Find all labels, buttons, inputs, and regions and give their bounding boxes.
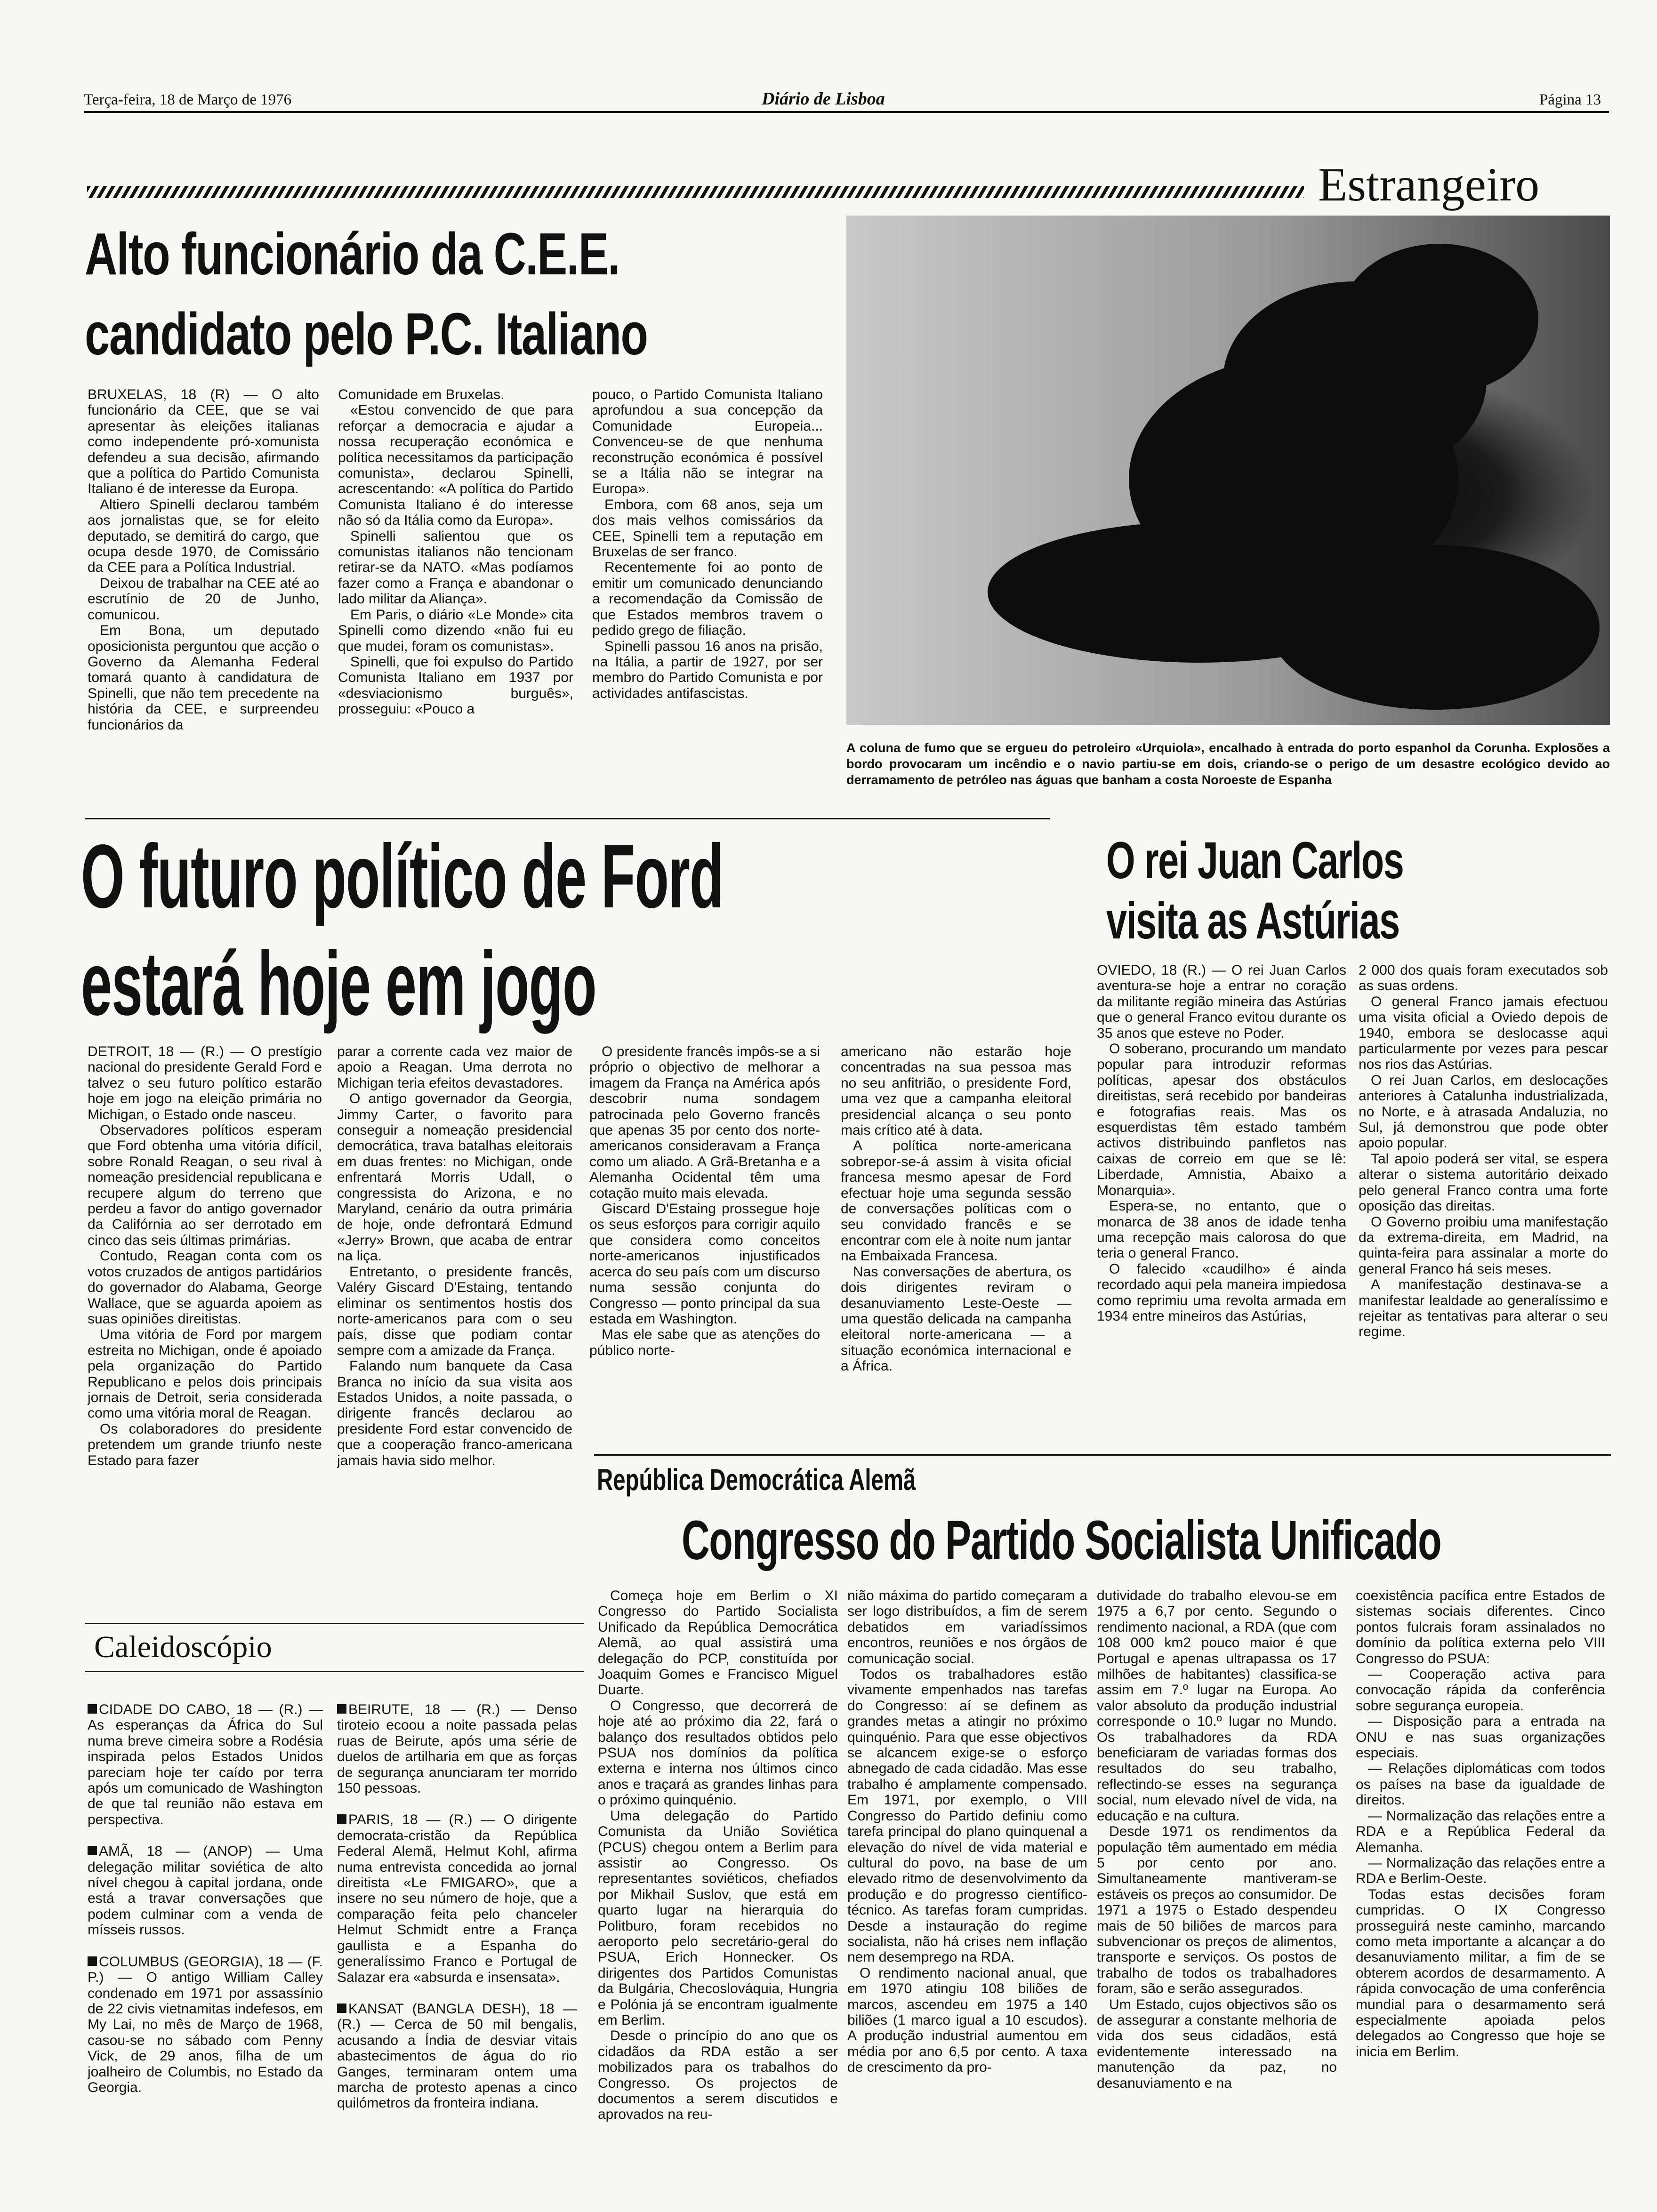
ford-paragraph: parar a corrente cada vez maior de apoio a Reagan. Uma derrota no Michigan teria efeitos devastadores.	[337, 1044, 572, 1091]
smoke-column-photo	[846, 216, 1610, 725]
cee-column-1	[88, 387, 319, 813]
page-number: Página 13	[1539, 91, 1601, 108]
rda-column-3	[1097, 1588, 1337, 2204]
rda-paragraph: O rendimento nacional anual, que em 1970 atingiu 108 biliões de marcos, ascendeu em 1975 a 140 biliões (1 marco igual a 10 escudos). A produção industrial aumentou em média por ano 6,5 por cento. A taxa de crescimento da pro-	[847, 1965, 1087, 2076]
rda-paragraph: O Congresso, que decorrerá de hoje até ao próximo dia 22, fará o balanço dos resultados obtidos pelo PSUA nos domínios da política externa e interna nos últimos cinco anos e traçará as grandes linhas para o próximo quinquénio.	[598, 1698, 838, 1808]
juan-carlos-paragraph: O soberano, procurando um mandato popular para introduzir reformas políticas, apesar dos obstáculos direitistas, será recebido por bandeiras e fotografias reais. Mas os esquerdistas têm estado também activos distribuindo panfletos nas caixas de correio em que se lê: Liberdade, Amnistia, Abaixo a Monarquia».	[1097, 1041, 1346, 1198]
brief-text: KANSAT (BANGLA DESH), 18 — (R.) — Cerca de 50 mil bengalis, acusando a Índia de desviar vitais abastecimentos de água do rio Ganges, terminaram ontem uma marcha de protesto apenas a cinco quilómetros da fronteira indiana.	[337, 2001, 577, 2111]
ford-paragraph: Observadores políticos esperam que Ford obtenha uma vitória difícil, sobre Ronald Reagan, o seu rival à nomeação presidencial republicana e recupere algum do terreno que perdeu a favor do antigo governador da Califórnia ao ser derrotado em cinco das seis últimas primárias.	[88, 1122, 322, 1248]
cee-paragraph: pouco, o Partido Comunista Italiano aprofundou a sua concepção da Comunidade Europeia... Convenceu-se de que nenhuma reconstrução económica é possível se a Itália não se integrar na Europa».	[592, 387, 823, 497]
ford-paragraph: Os colaboradores do presidente pretendem um grande triunfo neste Estado para fazer	[88, 1421, 322, 1468]
rda-column-1	[598, 1588, 838, 2204]
juan-carlos-paragraph: OVIEDO, 18 (R.) — O rei Juan Carlos aventura-se hoje a entrar no coração da militante região mineira das Astúrias que o general Franco evitou durante os 35 anos que esteve no Poder.	[1097, 962, 1346, 1041]
juan-carlos-column-2	[1359, 962, 1608, 1433]
juan-carlos-paragraph: O general Franco jamais efectuou uma visita oficial a Oviedo depois de 1940, embora se deslocasse aqui particularmente por vezes para pescar nos rios das Astúrias.	[1359, 994, 1608, 1073]
caleidoscopio-title-rule	[85, 1671, 584, 1672]
bullet-square-icon	[88, 1956, 97, 1966]
brief-item	[88, 1702, 323, 1827]
rda-kicker: República Democrática Alemã	[597, 1463, 916, 1497]
ford-column-1	[88, 1044, 322, 1604]
bullet-square-icon	[337, 1814, 346, 1824]
brief-text: BEIRUTE, 18 — (R.) — Denso tiroteio ecoou a noite passada pelas ruas de Beirute, após uma série de duelos de artilharia em que as forças de segurança anunciaram ter morrido 150 pessoas.	[337, 1702, 577, 1796]
cee-paragraph: Comunidade em Bruxelas.	[338, 387, 505, 402]
cee-paragraph: Em Bona, um deputado oposicionista perguntou que acção o Governo da Alemanha Federal tomará quanto à candidatura de Spinelli, que não tem precedente na história da CEE, e surpreendeu funcionários da	[88, 623, 319, 733]
ford-column-2	[337, 1044, 572, 1604]
masthead: Diário de Lisboa	[762, 89, 885, 109]
brief-text: CIDADE DO CABO, 18 — (R.) — As esperanças da África do Sul numa breve cimeira sobre a Rodésia inspirada pelos Estados Unidos pareciam hoje ter caído por terra após um comunicado de Washington de que tal reunião não estava em perspectiva.	[88, 1702, 323, 1827]
caleidoscopio-title: Caleidoscópio	[94, 1630, 272, 1664]
rda-paragraph: — Normalização das relações entre a RDA e Berlim-Oeste.	[1356, 1855, 1605, 1887]
ford-paragraph: Mas ele sabe que as atenções do público norte-	[589, 1327, 820, 1358]
juan-carlos-paragraph: O falecido «caudilho» é ainda recordado aqui pela maneira impiedosa como reprimiu uma revolta armada em 1934 entre mineiros das Astúrias,	[1097, 1261, 1346, 1324]
ford-column-4	[841, 1044, 1071, 1477]
rda-paragraph: Todas estas decisões foram cumpridas. O IX Congresso prosseguirá neste caminho, marcando como meta importante a alcançar a do desanuviamento militar, a fim de se obterem acordos de desarmamento. A rápida convocação de uma conferência mundial para o desarmamento será especialmente apoiada pelos delegados ao Congresso que hoje se inicia em Berlim.	[1356, 1886, 1605, 2060]
juan-carlos-headline-line1: O rei Juan Carlos	[1106, 832, 1404, 890]
cee-headline-line2: candidato pelo P.C. Italiano	[85, 301, 648, 367]
rda-headline: Congresso do Partido Socialista Unificado	[682, 1509, 1441, 1571]
brief-text: AMÃ, 18 — (ANOP) — Uma delegação militar soviética de alto nível chegou à capital jordana, onde está a travar conversações que podem culminar com a venda de mísseis russos.	[88, 1843, 323, 1938]
caleidoscopio-column-1	[88, 1702, 323, 2205]
bullet-square-icon	[337, 1704, 346, 1714]
rda-paragraph: Um Estado, cujos objectivos são os de assegurar a constante melhoria de vida dos seus cidadãos, está evidentemente interessado na manutenção da paz, no desanuviamento e na	[1097, 1996, 1337, 2091]
rda-paragraph: Desde 1971 os rendimentos da população têm aumentado em média 5 por cento por ano. Simultaneamente mantiveram-se estáveis os preços ao consumidor. De 1971 a 1975 o Estado despendeu mais de 50 biliões de marcos para subvencionar os preços de alimentos, transporte e serviços. Os postos de trabalho de todos os trabalhadores foram, são e serão assegurados.	[1097, 1824, 1337, 1997]
juan-carlos-paragraph: A manifestação destinava-se a manifestar lealdade ao generalíssimo e rejeitar as tentativas para alterar o seu regime.	[1359, 1277, 1608, 1340]
ford-column-3	[589, 1044, 820, 1477]
section-divider	[85, 818, 1050, 819]
juan-carlos-column-1	[1097, 962, 1346, 1433]
rda-paragraph: — Relações diplomáticas com todos os países na base da igualdade de direitos.	[1356, 1761, 1605, 1808]
ford-paragraph: O antigo governador da Georgia, Jimmy Carter, o favorito para conseguir a nomeação presidencial democrática, trava batalhas eleitorais em duas frentes: no Michigan, onde enfrentará Morris Udall, o congressista do Arizona, e no Maryland, cenário da outra primária de hoje, onde defrontará Edmund «Jerry» Brown, que acaba de entrar na liça.	[337, 1091, 572, 1264]
caleidoscopio-top-rule	[85, 1623, 584, 1624]
juan-carlos-paragraph: Tal apoio poderá ser vital, se espera alterar o sistema autoritário deixado pelo general Franco contra uma forte oposição das direitas.	[1359, 1151, 1608, 1214]
juan-carlos-headline-line2: visita as Astúrias	[1106, 892, 1400, 950]
rda-paragraph: Todos os trabalhadores estão vivamente empenhados nas tarefas do Congresso: aí se definem as grandes metas a atingir no próximo quinquénio. Para que esse objectivos se alcancem exige-se o esforço abnegado de cada cidadão. Mas esse trabalho é amplamente compensado. Em 1971, por exemplo, o VIII Congresso do Partido definiu como tarefa principal do plano quinquenal a elevação do nível de vida material e cultural do povo, na base de um elevado ritmo de desenvolvimento da produção e do progresso científico-técnico. As tarefas foram cumpridas. Desde a instauração do regime socialista, não há crises nem inflação nem desemprego na RDA.	[847, 1667, 1087, 1965]
bullet-square-icon	[88, 1704, 97, 1714]
ford-paragraph: Nas conversações de abertura, os dois dirigentes reviram o desanuviamento Leste-Oeste — uma questão delicada na campanha eleitoral norte-americana — a situação económica internacional e a África.	[841, 1264, 1071, 1374]
cee-paragraph: Embora, com 68 anos, seja um dos mais velhos comissários da CEE, Spinelli tem a reputação em Bruxelas de ser franco.	[592, 497, 823, 560]
cee-paragraph: Em Paris, o diário «Le Monde» cita Spinelli como dizendo «não fui eu que mudei, foram os comunistas».	[338, 607, 573, 654]
ford-paragraph: A política norte-americana sobrepor-se-á assim à visita oficial francesa mesmo apesar de Ford efectuar hoje uma segunda sessão de conversações políticas com o seu convidado francês e se encontrar com ele à noite num jantar na Embaixada Francesa.	[841, 1138, 1071, 1264]
brief-item	[337, 1702, 577, 1796]
ford-headline-line1: O futuro político de Ford	[81, 825, 724, 927]
ford-paragraph: Falando num banquete da Casa Branca no início da sua visita aos Estados Unidos, a noite passada, o dirigente francês declarou ao presidente Ford estar convencido de que a cooperação franco-americana jamais havia sido melhor.	[337, 1358, 572, 1468]
cee-paragraph: Spinelli salientou que os comunistas italianos não tencionam retirar-se da NATO. «Mas podíamos fazer como a França e abandonar o lado militar da Aliança».	[338, 528, 573, 607]
rda-top-rule	[594, 1454, 1611, 1456]
rda-paragraph: Uma delegação do Partido Comunista da União Soviética (PCUS) chegou ontem a Berlim para assistir ao Congresso. Os representantes soviéticos, chefiados por Mikhail Suslov, que está em quarto lugar na hierarquia do Politburo, foram recebidos no aeroporto pelo secretário-geral do PSUA, Erich Honnecker. Os dirigentes dos Partidos Comunistas da Bulgária, Checoslováquia, Hungria e Polónia já se encontram igualmente em Berlim.	[598, 1808, 838, 2028]
brief-item	[88, 1954, 323, 2096]
cee-headline-line1: Alto funcionário da C.E.E.	[85, 221, 620, 287]
rda-paragraph: Desde o princípio do ano que os cidadãos da RDA estão a ser mobilizados para os trabalhos do Congresso. Os projectos de documentos a serem discutidos e aprovados na reu-	[598, 2028, 838, 2123]
brief-item	[337, 2001, 577, 2111]
rda-paragraph: nião máxima do partido começaram a ser logo distribuídos, a fim de serem debatidos em variadíssimos encontros, reuniões e nos órgãos de comunicação social.	[847, 1588, 1087, 1667]
rda-paragraph: — Disposição para a entrada na ONU e nas suas organizações especiais.	[1356, 1714, 1605, 1761]
caleidoscopio-column-2	[337, 1702, 577, 2205]
rda-paragraph: dutividade do trabalho elevou-se em 1975 a 6,7 por cento. Segundo o rendimento nacional, a RDA (que com 108 000 km2 pouco maior é que Portugal e apenas ultrapassa os 17 milhões de habitantes) classifica-se assim em 7.º lugar na Europa. Ao valor absoluto da produção industrial corresponde o 10.º lugar no Mundo. Os trabalhadores da RDA beneficiaram de variadas formas dos resultados do seu trabalho, reflectindo-se esses na segurança social, num elevado nível de vida, na educação e na cultura.	[1097, 1588, 1337, 1824]
section-label: Estrangeiro	[1318, 158, 1540, 211]
bullet-square-icon	[337, 2004, 346, 2013]
rda-column-4	[1356, 1588, 1605, 2204]
juan-carlos-paragraph: Espera-se, no entanto, que o monarca de 38 anos de idade tenha uma recepção mais calorosa do que teria o general Franco.	[1097, 1198, 1346, 1261]
issue-date: Terça-feira, 18 de Março de 1976	[84, 91, 292, 108]
cee-column-2	[338, 387, 573, 813]
ford-paragraph: Entretanto, o presidente francês, Valéry Giscard D'Estaing, tentando eliminar os sentimentos hostis dos norte-americanos para com o seu país, disse que podiam contar sempre com a amizade da França.	[337, 1264, 572, 1358]
ford-paragraph: Uma vitória de Ford por margem estreita no Michigan, onde é apoiado pela organização do Partido Republicano e pelos dois principais jornais de Detroit, seria considerada como uma vitória moral de Reagan.	[88, 1327, 322, 1421]
ford-paragraph: Giscard D'Estaing prossegue hoje os seus esforços para corrigir aquilo que considera como conceitos norte-americanos injustificados acerca do seu país com um discurso numa sessão conjunta do Congresso — ponto principal da sua estada em Washington.	[589, 1201, 820, 1327]
cee-paragraph: Spinelli, que foi expulso do Partido Comunista Italiano em 1937 por «desviacionismo burguês», prosseguiu: «Pouco a	[338, 654, 573, 717]
cee-paragraph: Recentemente foi ao ponto de emitir um comunicado denunciando a recomendação da Comissão de que Estados membros travem o pedido grego de filiação.	[592, 560, 823, 639]
brief-item	[337, 1812, 577, 1985]
brief-text: COLUMBUS (GEORGIA), 18 — (F. P.) — O antigo William Calley condenado em 1971 por assassínio de 22 civis vietnamitas indefesos, em My Lai, no mês de Março de 1968, casou-se no sábado com Penny Vick, de 29 anos, filha de um joalheiro de Columbis, no Estado da Georgia.	[88, 1954, 323, 2095]
cee-paragraph: BRUXELAS, 18 (R) — O alto funcionário da CEE, que se vai apresentar às eleições italianas como independente pró-xomunista defendeu a sua decisão, afirmando que a política do Partido Comunista Italiano é de interesse da Europa.	[88, 387, 319, 497]
bullet-square-icon	[88, 1846, 97, 1855]
brief-text: PARIS, 18 — (R.) — O dirigente democrata-cristão da República Federal Alemã, Helmut Kohl, afirma numa entrevista concedida ao jornal direitista «Le FMIGARO», que a insere no seu número de hoje, que a comparação feita pelo chanceler Helmut Schmidt entre a França gaullista e a Espanha do generalíssimo Franco e Portugal de Salazar era «absurda e insensata».	[337, 1812, 577, 1985]
rda-paragraph: — Cooperação activa para convocação rápida da conferência sobre segurança europeia.	[1356, 1667, 1605, 1714]
brief-item	[88, 1843, 323, 1938]
cee-paragraph: Spinelli passou 16 anos na prisão, na Itália, a partir de 1927, por ser membro do Partido Comunista e por actividades antifascistas.	[592, 638, 823, 701]
ford-paragraph: O presidente francês impôs-se a si próprio o objectivo de melhorar a imagem da França na América após descobrir numa sondagem patrocinada pelo Governo francês que apenas 35 por cento dos norte-americanos consideravam a França como um aliado. A Grã-Bretanha e a Alemanha Ocidental têm uma cotação muito mais elevada.	[589, 1044, 820, 1201]
ford-headline-line2: estará hoje em jogo	[81, 933, 596, 1034]
juan-carlos-paragraph: O rei Juan Carlos, em deslocações anteriores à Catalunha industrializada, no Norte, e à atrasada Andaluzia, no Sul, já demonstrou que pode obter apoio popular.	[1359, 1072, 1608, 1151]
photo-caption: A coluna de fumo que se ergueu do petroleiro «Urquiola», encalhado à entrada do porto espanhol da Corunha. Explosões a bordo provocaram um incêndio e o navio partiu-se em dois, criando-se o perigo de um desastre ecológico devido ao derramamento de petróleo nas águas que banham a costa Noroeste de Espanha	[846, 741, 1610, 787]
cee-column-3	[592, 387, 823, 813]
rda-paragraph: coexistência pacífica entre Estados de sistemas sociais diferentes. Cinco pontos fulcrais foram assinalados no domínio da política externa pelo VIII Congresso do PSUA:	[1356, 1588, 1605, 1667]
rda-paragraph: Começa hoje em Berlim o XI Congresso do Partido Socialista Unificado da República Democrática Alemã, ao qual assistirá uma delegação do PCP, constituída por Joaquim Gomes e Francisco Miguel Duarte.	[598, 1588, 838, 1698]
ford-paragraph: americano não estarão hoje concentradas na sua pessoa mas no seu anfitrião, o presidente Ford, uma vez que a campanha eleitoral presidencial alcança o seu ponto mais crítico até à data.	[841, 1044, 1071, 1138]
header-rule	[84, 111, 1609, 113]
rda-paragraph: — Normalização das relações entre a RDA e a República Federal da Alemanha.	[1356, 1808, 1605, 1855]
cee-paragraph: «Estou convencido de que para reforçar a democracia e ajudar a nossa recuperação económica e política necessitamos da participação comunista», declarou Spinelli, acrescentando: «A política do Partido Comunista Italiano é do interesse não só da Itália como da Europa».	[338, 402, 573, 529]
juan-carlos-paragraph: O Governo proibiu uma manifestação da extrema-direita, em Madrid, na quinta-feira para assinalar a morte do general Franco há seis meses.	[1359, 1214, 1608, 1277]
cee-paragraph: Altiero Spinelli declarou também aos jornalistas que, se for eleito deputado, se demitirá do cargo, que ocupa desde 1970, de Comissário da CEE para a Política Industrial.	[88, 497, 319, 576]
rda-column-2	[847, 1588, 1087, 2204]
juan-carlos-paragraph: 2 000 dos quais foram executados sob as suas ordens.	[1359, 962, 1608, 994]
section-hatch-bar	[87, 186, 1304, 198]
ford-paragraph: DETROIT, 18 — (R.) — O prestígio nacional do presidente Gerald Ford e talvez o seu futuro político estarão hoje em jogo na eleição primária no Michigan, o Estado onde nasceu.	[88, 1044, 322, 1122]
cee-paragraph: Deixou de trabalhar na CEE até ao escrutínio de 20 de Junho, comunicou.	[88, 575, 319, 623]
ford-paragraph: Contudo, Reagan conta com os votos cruzados de antigos partidários do governador do Alabama, George Wallace, que se aguarda apoiem as suas opiniões direitistas.	[88, 1248, 322, 1327]
